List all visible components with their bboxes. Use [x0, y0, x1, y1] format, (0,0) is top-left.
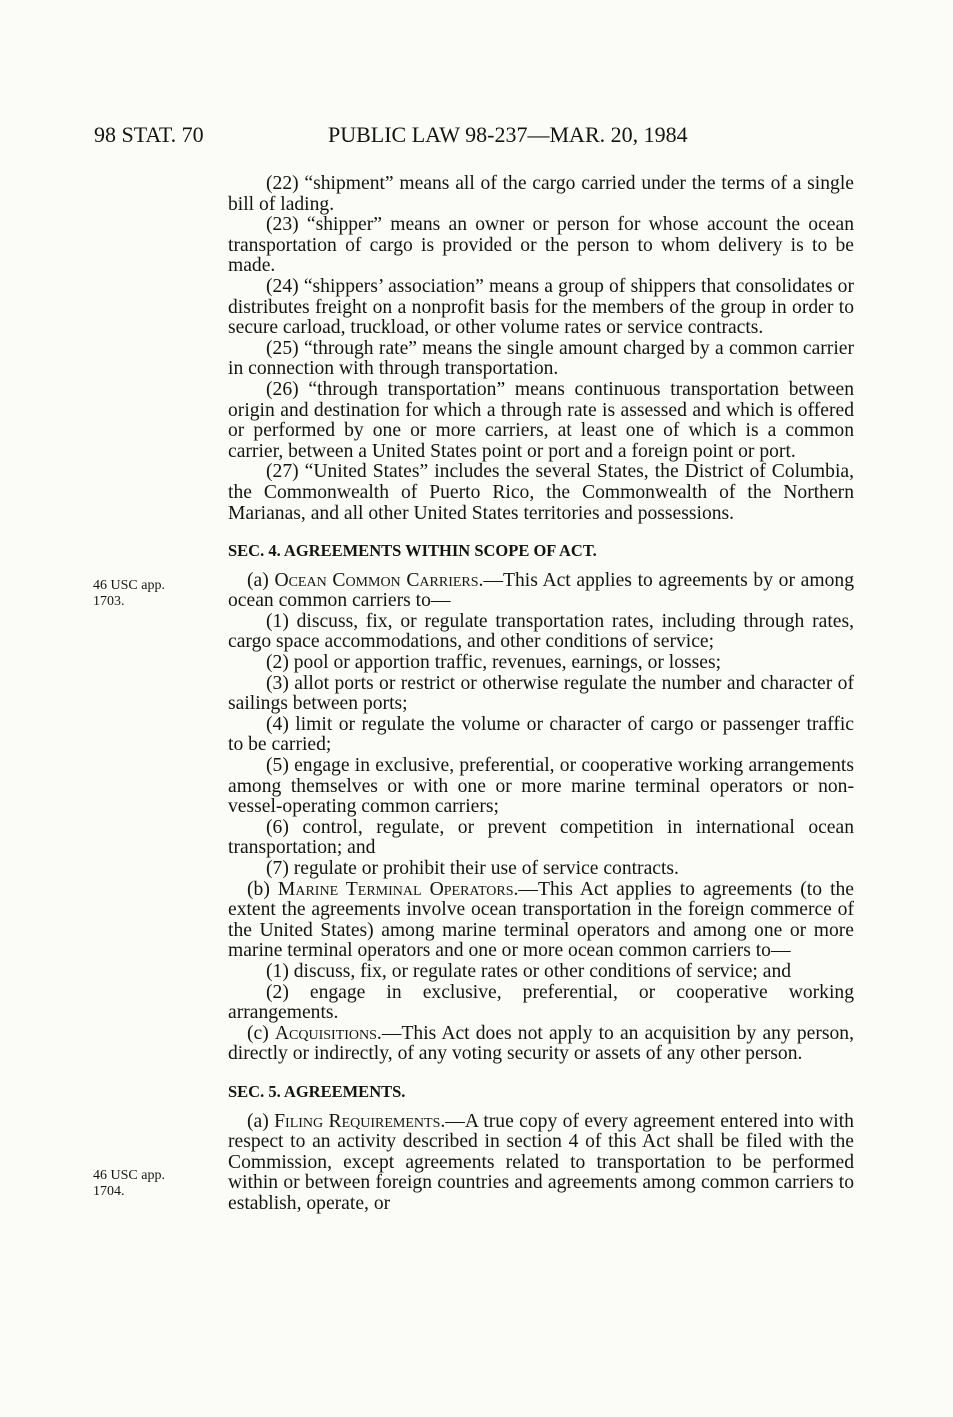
- section-4-heading: SEC. 4. AGREEMENTS WITHIN SCOPE OF ACT.: [228, 541, 597, 561]
- list-item: (3) allot ports or restrict or otherwise regulate the number and character of sailings between ports;: [228, 672, 854, 715]
- list-item: (1) discuss, fix, or regulate rates or other conditions of service; and: [266, 960, 792, 982]
- list-item: (2) engage in exclusive, preferential, or cooperative working arrangements.: [228, 981, 854, 1024]
- margin-note-citation: 46 USC app.: [93, 1168, 165, 1183]
- public-law-citation: PUBLIC LAW 98-237—MAR. 20, 1984: [328, 122, 688, 147]
- section-4b: [228, 880, 854, 962]
- definition-27: (27) “United States” includes the several States, the District of Columbia, the Commonwealth of Puerto Rico, the Commonwealth of the Northern Marianas, and all other United States territories and possessions.: [228, 461, 854, 524]
- statute-page-number: 98 STAT. 70: [94, 122, 204, 147]
- subsection-text: —This Act applies to agreements by or among ocean common carriers to—: [228, 569, 854, 612]
- section-4a: [228, 571, 854, 612]
- definition-22: (22) “shipment” means all of the cargo carried under the terms of a single bill of lading.: [228, 173, 854, 215]
- section-5a: [228, 1112, 854, 1215]
- definition-24: (24) “shippers’ association” means a group of shippers that consolidates or distributes freight on a nonprofit basis for the members of the group in order to secure carload, truckload, or other volume rates or service contracts.: [228, 275, 854, 339]
- subsection-title: Ocean Common Carriers.: [274, 569, 484, 591]
- definition-25: (25) “through rate” means the single amount charged by a common carrier in connection with through transportation.: [228, 337, 854, 380]
- margin-note-sec4: [93, 578, 203, 610]
- subsection-text: —This Act does not apply to an acquisition by any person, directly or indirectly, of any voting security or assets of any other person.: [228, 1022, 854, 1065]
- list-item: (5) engage in exclusive, preferential, or cooperative working arrangements among themselves or with one or more marine terminal operators or non-vessel-operating common carriers;: [228, 755, 854, 818]
- subsection-label: (b): [247, 878, 270, 900]
- subsection-label: (a): [247, 569, 269, 591]
- list-item: (2) pool or apportion traffic, revenues, earnings, or losses;: [266, 652, 722, 674]
- subsection-title: Filing Requirements.: [274, 1110, 446, 1132]
- subsection-text: —This Act applies to agreements (to the extent the agreements involve ocean transportation in the foreign commerce of the United States) among marine terminal operators and among one or more marine terminal operators and one or more ocean common carriers to—: [228, 878, 855, 962]
- margin-note-citation: 46 USC app.: [93, 578, 165, 593]
- subsection-text: —A true copy of every agreement entered into with respect to an activity described in section 4 of this Act shall be filed with the Commission, except agreements related to transportation to be performed within or between foreign countries and agreements among common carriers to establish, operate, or: [228, 1110, 854, 1214]
- document-body: [228, 174, 854, 1215]
- margin-note-section: 1703.: [93, 594, 125, 609]
- subsection-title: Marine Terminal Operators.: [277, 878, 519, 900]
- definition-26: (26) “through transportation” means continuous transportation between origin and destination for which a through rate is assessed and which is offered or performed by one or more carriers, at least one of which is a common carrier, between a United States point or port and a foreign point or port.: [228, 378, 854, 462]
- list-item: (6) control, regulate, or prevent competition in international ocean transportation; and: [228, 816, 854, 859]
- section-4c: [228, 1024, 854, 1065]
- list-item: (4) limit or regulate the volume or character of cargo or passenger traffic to be carried;: [228, 713, 854, 756]
- definition-23: (23) “shipper” means an owner or person for whose account the ocean transportation of cargo is provided or the person to whom delivery is to be made.: [228, 214, 854, 277]
- subsection-label: (a): [247, 1110, 269, 1132]
- list-item: (7) regulate or prohibit their use of service contracts.: [266, 858, 679, 879]
- subsection-title: Acquisitions.: [274, 1022, 382, 1044]
- margin-note-section: 1704.: [93, 1184, 125, 1199]
- subsection-label: (c): [247, 1022, 269, 1044]
- margin-note-sec5: [93, 1168, 203, 1200]
- section-5-heading: SEC. 5. AGREEMENTS.: [228, 1081, 406, 1101]
- list-item: (1) discuss, fix, or regulate transportation rates, including through rates, cargo space accommodations, and other conditions of service;: [228, 610, 854, 653]
